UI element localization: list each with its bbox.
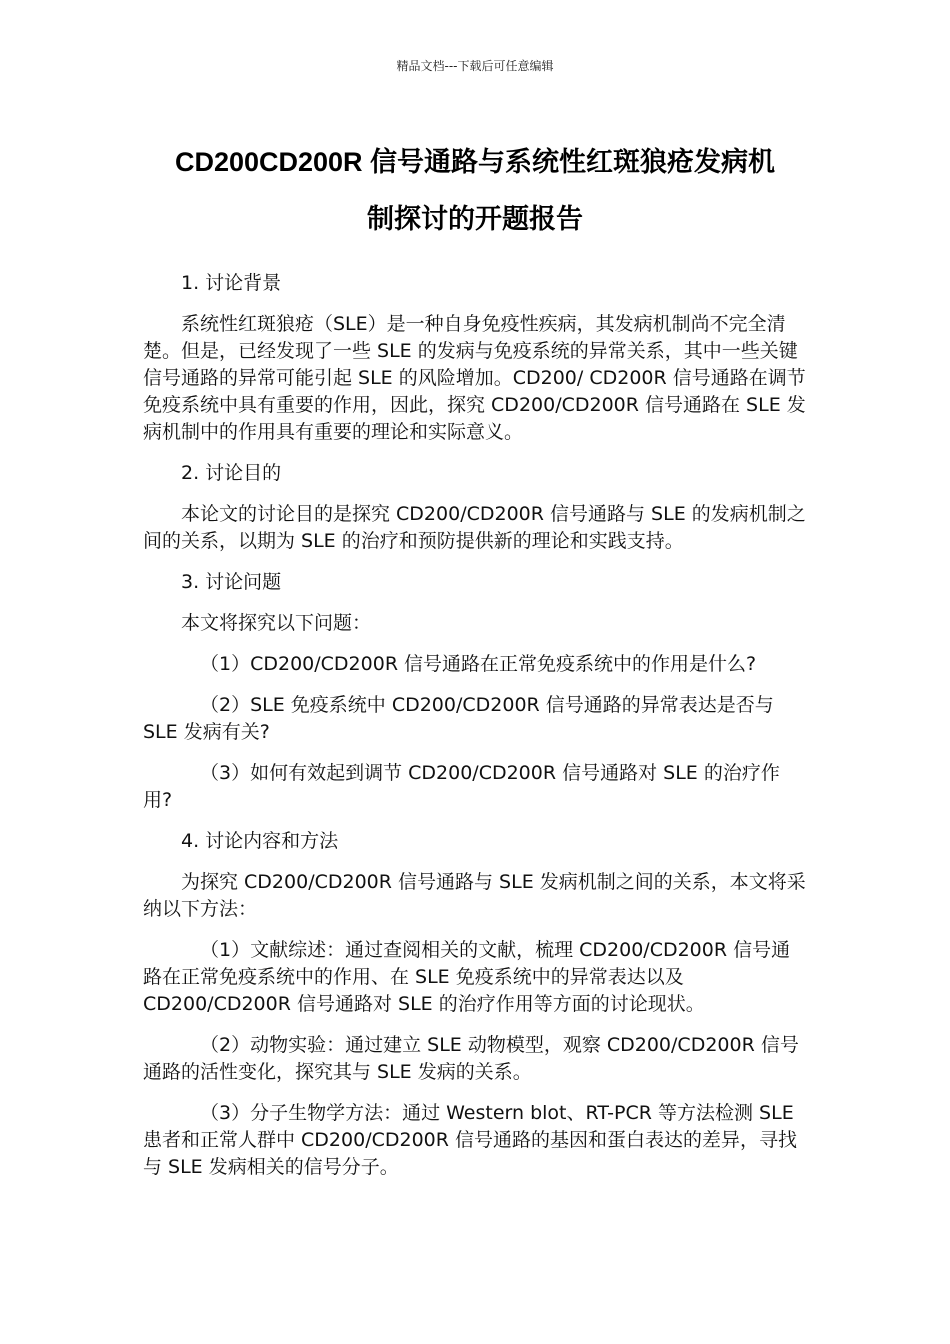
section-heading-background: 1. 讨论背景 bbox=[181, 272, 282, 294]
purpose-paragraph: 本论文的讨论目的是探究 CD200/CD200R 信号通路与 SLE 的发病机制之间的关系，以期为 SLE 的治疗和预防提供新的理论和实践支持。 bbox=[143, 503, 806, 552]
section-heading-purpose: 2. 讨论目的 bbox=[181, 462, 282, 484]
method-item-1: （1）文献综述：通过查阅相关的文献，梳理 CD200/CD200R 信号通路在正常免疫系统中的作用、在 SLE 免疫系统中的异常表达以及 CD200/CD200R 信号通路对 SLE 的治疗作用等方面的讨论现状。 bbox=[143, 939, 791, 1015]
questions-intro: 本文将探究以下问题： bbox=[181, 612, 372, 634]
document-title-line-2: 制探讨的开题报告 bbox=[367, 204, 583, 234]
section-heading-questions: 3. 讨论问题 bbox=[181, 571, 282, 593]
document-body bbox=[143, 270, 807, 1195]
question-item-1: （1）CD200/CD200R 信号通路在正常免疫系统中的作用是什么? bbox=[200, 653, 757, 675]
question-item-2: （2）SLE 免疫系统中 CD200/CD200R 信号通路的异常表达是否与 SLE 发病有关? bbox=[143, 694, 774, 743]
question-item-3: （3）如何有效起到调节 CD200/CD200R 信号通路对 SLE 的治疗作用? bbox=[143, 762, 780, 811]
method-item-3: （3）分子生物学方法：通过 Western blot、RT-PCR 等方法检测 SLE 患者和正常人群中 CD200/CD200R 信号通路的基因和蛋白表达的差异，寻找与 SLE 发病相关的信号分子。 bbox=[143, 1102, 798, 1178]
background-paragraph: 系统性红斑狼疮（SLE）是一种自身免疫性疾病，其发病机制尚不完全清楚。但是，已经发现了一些 SLE 的发病与免疫系统的异常关系，其中一些关键信号通路的异常可能引起 SLE 的风险增加。CD200/ CD200R 信号通路在调节免疫系统中具有重要的作用，因此，探究 CD200/CD200R 信号通路在 SLE 发病机制中的作用具有重要的理论和实际意义。 bbox=[143, 313, 806, 443]
page-header: 精品文档---下载后可任意编辑 bbox=[396, 59, 554, 73]
methods-intro: 为探究 CD200/CD200R 信号通路与 SLE 发病机制之间的关系，本文将采纳以下方法： bbox=[143, 871, 806, 920]
section-heading-methods: 4. 讨论内容和方法 bbox=[181, 830, 339, 852]
method-item-2: （2）动物实验：通过建立 SLE 动物模型，观察 CD200/CD200R 信号通路的活性变化，探究其与 SLE 发病的关系。 bbox=[143, 1034, 799, 1083]
document-title-line-1: CD200CD200R 信号通路与系统性红斑狼疮发病机 bbox=[174, 147, 776, 177]
